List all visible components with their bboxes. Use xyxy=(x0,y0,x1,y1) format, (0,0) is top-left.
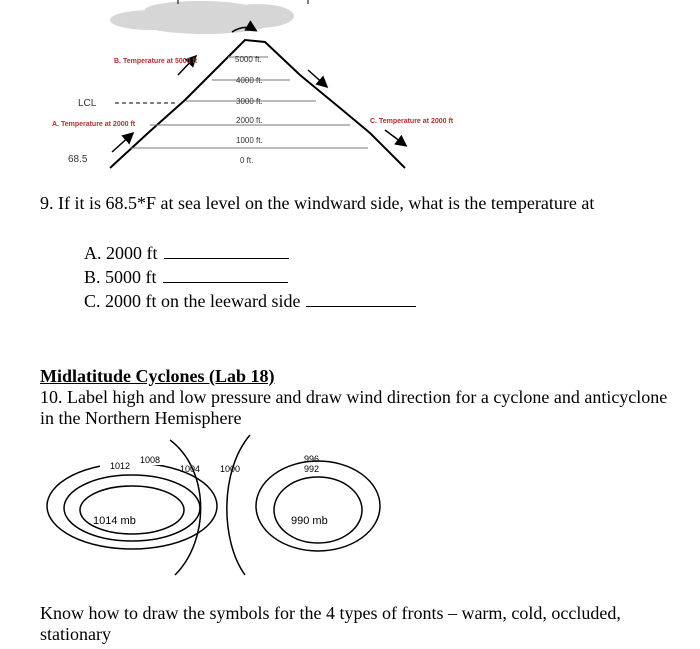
answer-blank-c[interactable] xyxy=(306,305,416,307)
isobar-label-1000: 1000 xyxy=(220,464,241,474)
isobar-outer-left xyxy=(47,463,217,549)
label-lcl: LCL xyxy=(78,98,97,109)
isobar-label-1004: 1004 xyxy=(180,464,201,474)
question-9-option-c xyxy=(84,291,416,312)
altitude-5000: 5000 ft. xyxy=(235,55,262,64)
arrow-right-lower xyxy=(385,130,405,145)
section-heading: Midlatitude Cyclones (Lab 18) xyxy=(40,366,275,386)
label-sea-level-temp: 68.5 xyxy=(68,154,88,165)
altitude-0: 0 ft. xyxy=(240,156,254,165)
altitude-4000: 4000 ft. xyxy=(236,76,263,85)
option-b-label: B. 5000 ft xyxy=(84,267,157,287)
altitude-1000: 1000 ft. xyxy=(236,136,263,145)
fronts-note: Know how to draw the symbols for the 4 types of fronts – warm, cold, occluded, stationary xyxy=(40,603,621,644)
isobar-diagram xyxy=(40,430,400,580)
option-c-label: C. 2000 ft on the leeward side xyxy=(84,291,301,311)
left-center-pressure: 1014 mb xyxy=(93,515,136,527)
isobar-label-992: 992 xyxy=(304,464,320,474)
question-9-option-b xyxy=(84,267,288,288)
label-c-temp-2000: C. Temperature at 2000 ft xyxy=(370,118,454,125)
right-center-pressure: 990 mb xyxy=(291,515,328,527)
isobar-label-1008: 1008 xyxy=(140,455,161,465)
isobar-1000-curve xyxy=(227,435,250,575)
isobar-inner-right xyxy=(274,477,362,543)
question-9-option-a xyxy=(84,243,289,264)
isobar-label-1012: 1012 xyxy=(110,461,131,471)
isobar-label-996: 996 xyxy=(304,454,320,464)
label-a-temp-2000: A. Temperature at 2000 ft xyxy=(52,121,136,128)
cloud-shape xyxy=(110,1,294,34)
option-a-label: A. 2000 ft xyxy=(84,243,158,263)
altitude-2000: 2000 ft. xyxy=(236,116,263,125)
answer-blank-a[interactable] xyxy=(164,257,289,259)
question-9-text: 9. If it is 68.5*F at sea level on the windward side, what is the temperature at xyxy=(40,193,595,213)
label-b-temp-5000: B. Temperature at 5000 ft xyxy=(114,58,198,65)
answer-blank-b[interactable] xyxy=(163,281,288,283)
mountain-diagram xyxy=(0,0,700,190)
question-10-text: 10. Label high and low pressure and draw wind direction for a cyclone and anticyclone in the Northern Hemisphere xyxy=(40,387,668,428)
isobar-1004-curve xyxy=(170,440,201,575)
altitude-3000: 3000 ft. xyxy=(236,97,263,106)
isobar-middle-left xyxy=(64,475,200,541)
